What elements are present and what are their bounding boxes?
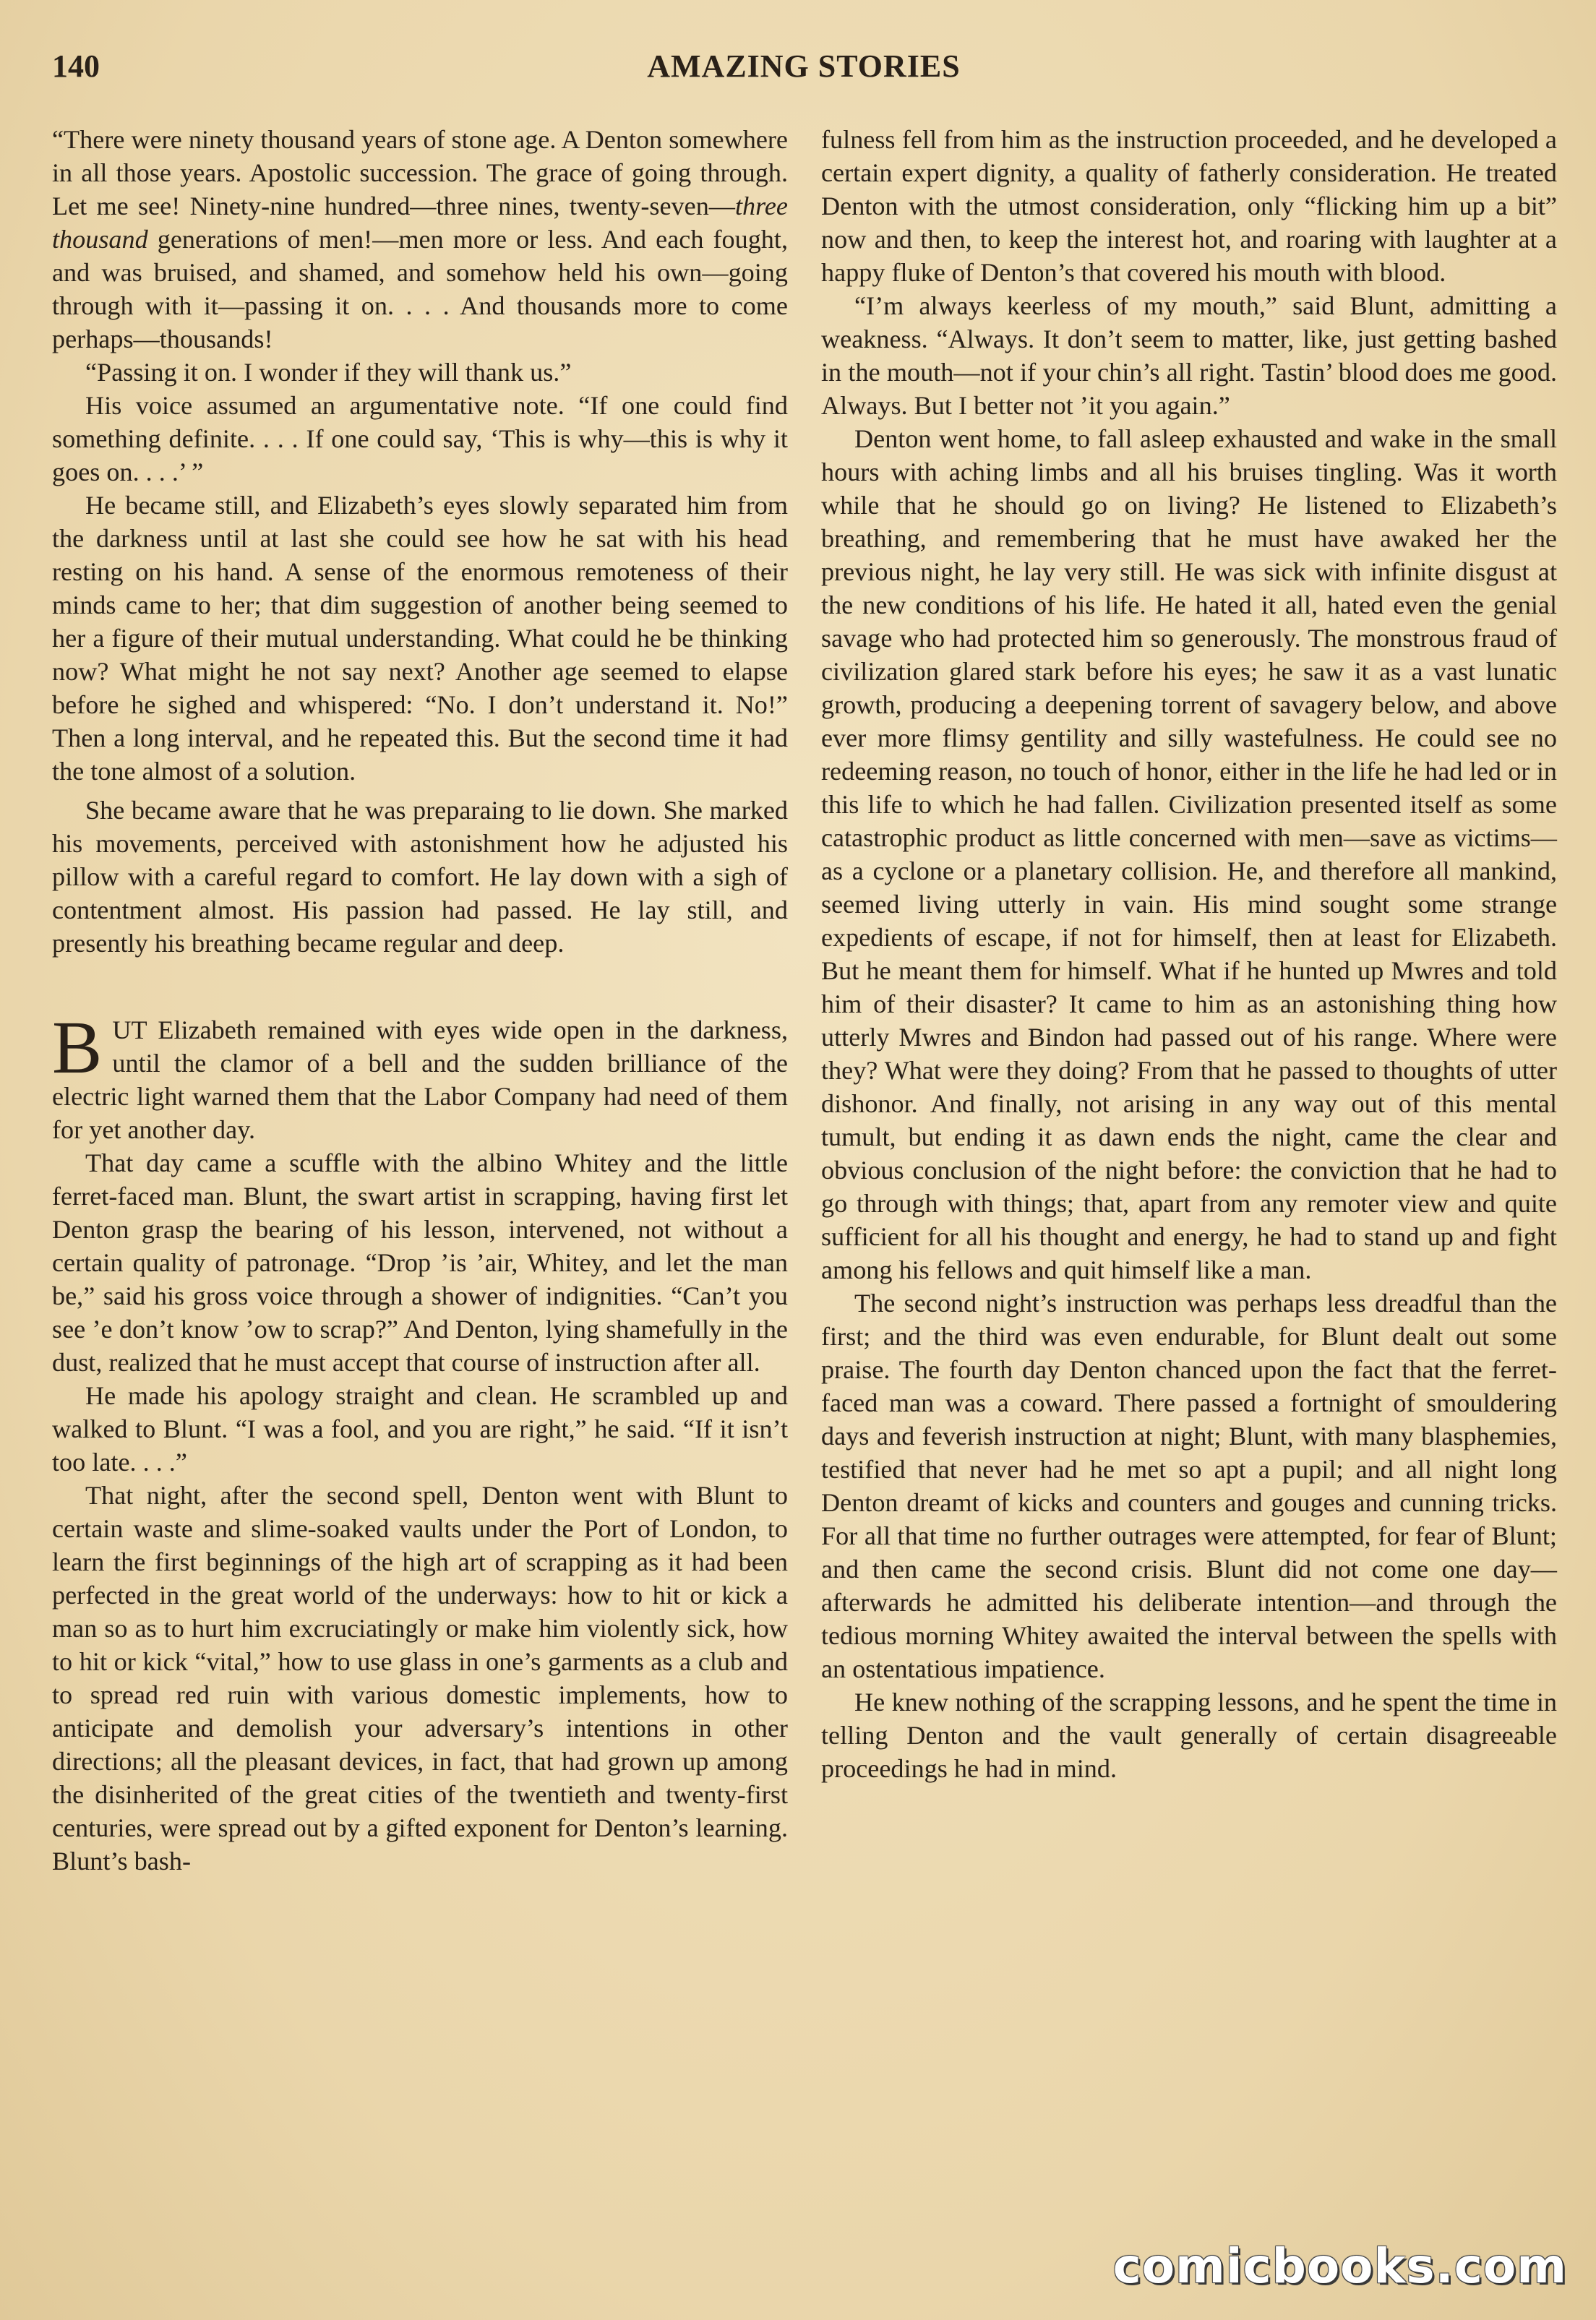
- paragraph: “I’m always keerless of my mouth,” said Blunt, admitting a weakness. “Always. It don’t seem to matter, like, just getting bashed in the mouth—not if your chin’s all right. Tastin’ blood does me good. Always. But I better not ’it you again.”: [821, 291, 1557, 420]
- paragraph: He made his apology straight and clean. He scrambled up and walked to Blunt. “I was a fool, and you are right,” he said. “If it isn’t too late. . . .”: [52, 1381, 788, 1477]
- magazine-title: AMAZING STORIES: [647, 48, 961, 84]
- paragraph: His voice assumed an argumentative note. “If one could find something definite. . . . If one could say, ‘This is why—this is why it goes on. . . .’ ”: [52, 391, 788, 486]
- paragraph: The second night’s instruction was perhaps less dreadful than the first; and the third was even endurable, for Blunt dealt out some praise. The fourth day Denton chanced upon the fact that the ferret-faced man was a coward. There passed a fortnight of smouldering days and feverish instruction at night; Blunt, with many blasphemies, testified that never had he met so apt a pupil; and all night long Denton dreamt of kicks and counters and gouges and cunning tricks. For all that time no further outrages were attempted, for fear of Blunt; and then came the second crisis. Blunt did not come one day—afterwards he admitted his deliberate intention—and through the tedious morning Whitey awaited the interval between the spells with an ostentatious impatience.: [821, 1289, 1557, 1683]
- section-opening-paragraph: [52, 1006, 788, 1146]
- paragraph: That day came a scuffle with the albino Whitey and the little ferret-faced man. Blunt, the swart artist in scrapping, having first let Denton grasp the bearing of his lesson, intervened, not without a certain quality of patronage. “Drop ’is ’air, Whitey, and let the man be,” said his gross voice through a shower of indignities. “Can’t you see ’e don’t know ’ow to scrap?” And Denton, lying shamefully in the dust, realized that he must accept that course of instruction after all.: [52, 1148, 788, 1377]
- site-watermark: comicbooks.com: [1112, 2238, 1567, 2294]
- paragraph: Denton went home, to fall asleep exhausted and wake in the small hours with aching limbs and all his bruises tingling. Was it worth while that he should go on living? He listened to Elizabeth’s breathing, and remembering that he must have awaked her the previous night, he lay very still. He was sick with infinite disgust at the new conditions of his life. He hated it all, hated even the genial savage who had protected him so generously. The monstrous fraud of civilization glared stark before his eyes; he saw it as a vast lunatic growth, producing a deepening torrent of savagery below, and above ever more flimsy gentility and silly wastefulness. He could see no redeeming reason, no touch of honor, either in the life he had led or in this life to which he had fallen. Civilization presented itself as some catastrophic product as little concerned with men—save as victims—as a cyclone or a planetary collision. He, and therefore all mankind, seemed living utterly in vain. His mind sought some strange expedients of escape, if not for himself, then at least for Elizabeth. But he meant them for himself. What if he hunted up Mwres and told him of their disaster? It came to him as an astonishing thing how utterly Mwres and Bindon had passed out of his range. Where were they? What were they doing? From that he passed to thoughts of utter dishonor. And finally, not arising in any way out of this mental tumult, but ending it as dawn ends the night, came the clear and obvious conclusion of the night before: the conviction that he had to go through with things; that, apart from any remoter view and quite sufficient for all his thought and energy, he had to stand up and fight among his fellows and quit himself like a man.: [821, 424, 1557, 1284]
- page-number: 140: [52, 48, 100, 84]
- right-column: [821, 123, 1557, 1785]
- paragraph: That night, after the second spell, Denton went with Blunt to certain waste and slime-soaked vaults under the Port of London, to learn the first beginnings of the high art of scrapping as it had been perfected in the great world of the underways: how to hit or kick a man so as to hurt him excruciatingly or make him violently sick, how to hit or kick “vital,” how to use glass in one’s garments as a club and to spread red ruin with various domestic implements, how to anticipate and demolish your adversary’s intentions in other directions; all the pleasant devices, in fact, that had grown up among the disinherited of the great cities of the twentieth and twenty-first centuries, were spread out by a gifted exponent for Denton’s learning. Blunt’s bash-: [52, 1481, 788, 1876]
- paragraph: He became still, and Elizabeth’s eyes slowly separated him from the darkness until at last she could see how he sat with his head resting on his hand. A sense of the enormous remoteness of their minds came to her; that dim suggestion of another being seemed to her a figure of their mutual understanding. What could he be thinking now? What might he not say next? Another age seemed to elapse before he sighed and whispered: “No. I don’t understand it. No!” Then a long interval, and he repeated this. But the second time it had the tone almost of a solution.: [52, 491, 788, 786]
- paragraph: “Passing it on. I wonder if they will thank us.”: [85, 358, 572, 387]
- drop-cap: B: [52, 1006, 103, 1089]
- paragraph: [52, 123, 788, 356]
- page-header: [52, 48, 1556, 91]
- paragraph-text: “There were ninety thousand years of stone age. A Denton somewhere in all those years. Apostolic succession. The grace of going through. Let me see! Ninety-nine hundred—three nines, twenty-seven—: [52, 125, 788, 220]
- paragraph-text: UT Elizabeth remained with eyes wide open in the darkness, until the clamor of a bell and the sudden brilliance of the electric light warned them that the Labor Company had need of them for yet another day.: [52, 1015, 788, 1144]
- paragraph-text: generations of men!—men more or less. And each fought, and was bruised, and shamed, and somehow held his own—going through with it—passing it on. . . . And thousands more to come perhaps—thousands!: [52, 225, 788, 353]
- left-column: [52, 123, 788, 1878]
- emphasis-text: three thousand: [52, 192, 788, 254]
- paragraph: fulness fell from him as the instruction proceeded, and he developed a certain expert dignity, a quality of fatherly consideration. He treated Denton with the utmost consideration, only “flicking him up a bit” now and then, to keep the interest hot, and roaring with laughter at a happy fluke of Denton’s that covered his mouth with blood.: [821, 125, 1557, 287]
- paragraph: He knew nothing of the scrapping lessons, and he spent the time in telling Denton and the vault generally of certain disagreeable proceedings he had in mind.: [821, 1688, 1557, 1783]
- paragraph: She became aware that he was preparaing to lie down. She marked his movements, perceived with astonishment how he adjusted his pillow with a careful regard to comfort. He lay down with a sigh of contentment almost. His passion had passed. He lay still, and presently his breathing became regular and deep.: [52, 796, 788, 958]
